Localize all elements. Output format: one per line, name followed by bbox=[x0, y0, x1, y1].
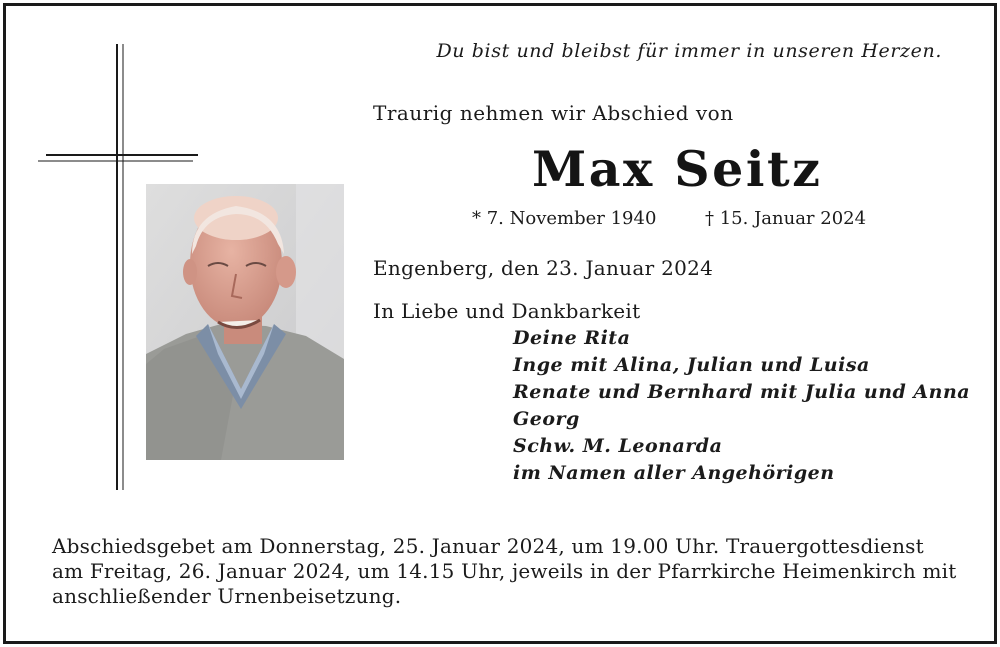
mourner-line: Deine Rita bbox=[513, 327, 631, 349]
service-line: Abschiedsgebet am Donnerstag, 25. Januar 2024, um 19.00 Uhr. Trauergottesdienst bbox=[52, 534, 924, 558]
service-line: anschließender Urnenbeisetzung. bbox=[52, 584, 402, 608]
portrait-photo bbox=[146, 184, 344, 460]
mourner-line: Georg bbox=[513, 408, 580, 430]
mourner-line: Schw. M. Leonarda bbox=[513, 435, 723, 457]
motto: Du bist und bleibst für immer in unseren Herzen. bbox=[436, 40, 942, 62]
death-date: † 15. Januar 2024 bbox=[705, 208, 867, 229]
service-info bbox=[52, 534, 956, 609]
dedication: In Liebe und Dankbarkeit bbox=[373, 299, 641, 323]
birth-date: * 7. November 1940 bbox=[472, 208, 657, 229]
mourner-line: Inge mit Alina, Julian und Luisa bbox=[513, 354, 870, 376]
mourner-line: im Namen aller Angehörigen bbox=[513, 462, 835, 484]
mourner-line: Renate und Bernhard mit Julia und Anna bbox=[513, 381, 971, 403]
place-date: Engenberg, den 23. Januar 2024 bbox=[373, 256, 714, 280]
mourners-list bbox=[513, 325, 970, 487]
intro-text: Traurig nehmen wir Abschied von bbox=[373, 101, 734, 125]
deceased-name: Max Seitz bbox=[532, 140, 823, 198]
service-line: am Freitag, 26. Januar 2024, um 14.15 Uhr, jeweils in der Pfarrkirche Heimenkirch mit bbox=[52, 559, 957, 583]
